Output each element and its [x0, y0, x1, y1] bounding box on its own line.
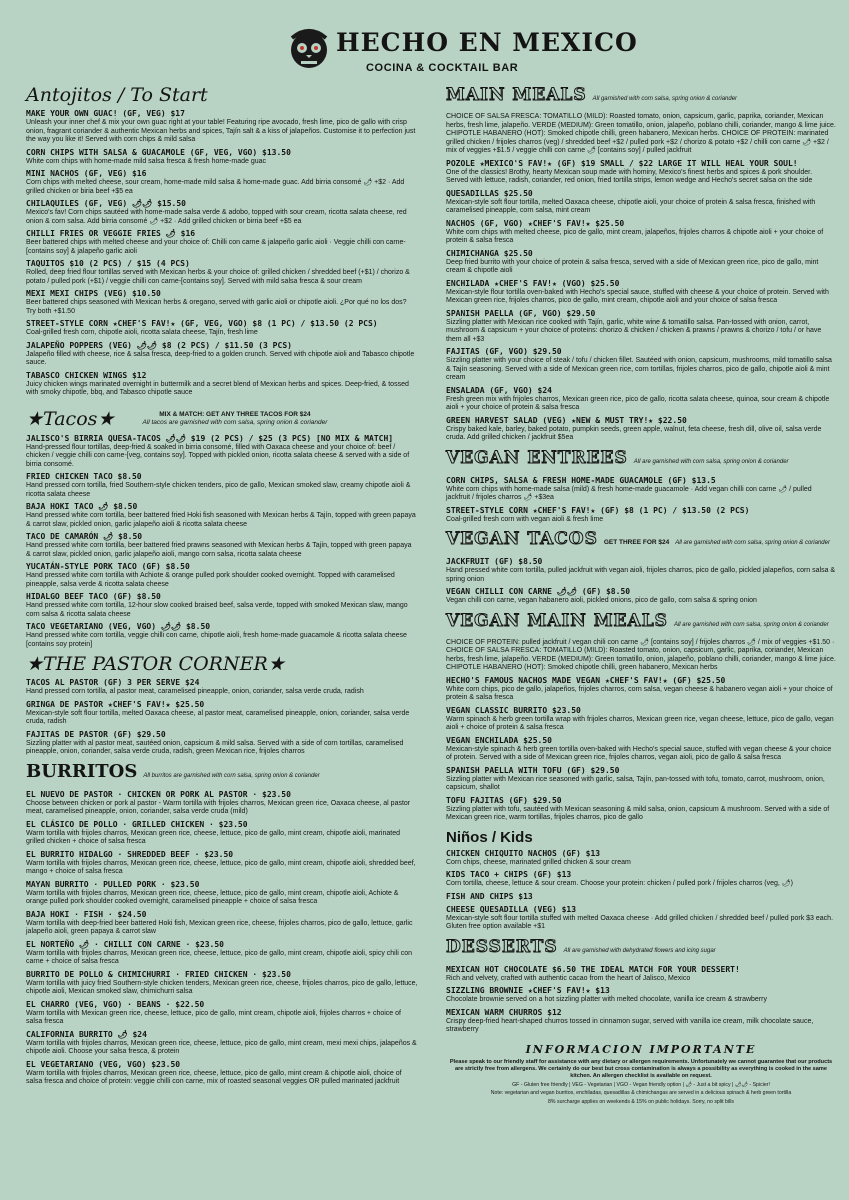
item-desc: Sizzling platter with al pastor meat, sautéed onion, capsicum & mild salsa. Served with a side of corn tortillas, caramelised pineapple, onion, coriander, salsa verde cruda, radish, green Mexican rice, frijoles charros — [26, 739, 404, 755]
section-title-vegan-entrees — [446, 447, 836, 473]
item-desc: Mexican-style soft flour tortilla stuffed with melted Oaxaca cheese · Add grilled chicken / shredded beef / pulled pork $3 each. Gluten free option available +$1 — [446, 914, 834, 930]
item-name: CALIFORNIA BURRITO 🌶 $24 — [26, 1029, 147, 1039]
item-desc: White corn chips with home-made mild salsa fresca & fresh home-made guac — [26, 157, 267, 165]
item-desc: Warm tortilla with juicy fried Southern-style chicken tenders, Mexican green rice, cheese, frijoles charros, pico de gallo, lettuce, chipotle aioli, Mexican smoked slaw, chimichurri salsa — [26, 979, 418, 995]
menu-item — [26, 109, 418, 145]
menu-item — [446, 476, 836, 503]
item-desc: Corn chips, cheese, marinated grilled chicken & sour cream — [446, 858, 631, 866]
item-desc: Hand pressed white corn tortilla, beer battered fried Hoki fish seasoned with Mexican herbs & Tajín, topped with green papaya & carrot slaw, pickled onion, garlic jalapeño aioli & ricotta salata cheese — [26, 512, 416, 528]
tacos-deal-note — [142, 411, 327, 427]
sugar-skull-icon — [282, 24, 336, 78]
item-desc: Fresh green mix with frijoles charros, Mexican green rice, pico de gallo, ricotta salata cheese, quinoa, sour cream & chipotle aioli + your choice of protein & salsa fresca — [446, 395, 830, 411]
item-name: SIZZLING BROWNIE ★CHEF'S FAV!★ $13 — [446, 986, 610, 995]
item-name: HECHO'S FAMOUS NACHOS MADE VEGAN ★CHEF'S FAV!★ (GF) $25.50 — [446, 675, 726, 685]
item-name: VEGAN ENCHILADA $25.50 — [446, 735, 552, 745]
menu-item — [26, 562, 418, 589]
tacos-garnish-note: All tacos are garnished with corn salsa, spring onion & coriander — [142, 418, 328, 426]
menu-item — [446, 965, 836, 984]
item-name: EL NUEVO DE PASTOR · CHICKEN OR PORK AL PASTOR · $23.50 — [26, 789, 291, 799]
menu-item — [446, 347, 836, 383]
desserts-note: All are garnished with dehydrated flowers and icing sugar — [563, 947, 716, 954]
item-name: STREET-STYLE CORN ★CHEF'S FAV!★ (GF) $8 (1 PC) / $13.50 (2 PCS) — [446, 505, 750, 515]
item-name: MAKE YOUR OWN GUAC! (GF, VEG) $17 — [26, 109, 185, 118]
item-name: GRINGA DE PASTOR ★CHEF'S FAV!★ $25.50 — [26, 699, 205, 709]
brand-name: HECHO EN MEXICO — [336, 28, 638, 57]
vegan-tacos-list — [446, 557, 836, 606]
item-desc: White corn chips with melted cheese, pico de gallo, mint cream, jalapeños, frijoles charros & chipotle aioli + your choice of protein & salsa fresca — [446, 228, 824, 244]
item-name: JACKFRUIT (GF) $8.50 — [446, 557, 543, 566]
menu-item — [26, 371, 418, 398]
item-desc: Sizzling platter with Mexican rice seasoned with garlic, salsa, Tajín, pan-tossed with tofu, tomato, carrot, mushroom, onion, capsicum, shallot — [446, 775, 825, 791]
vegan-entrees-list — [446, 476, 836, 525]
item-name: EL CLÁSICO DE POLLO · GRILLED CHICKEN · $23.50 — [26, 819, 248, 829]
menu-item — [446, 706, 836, 733]
menu-item — [26, 169, 418, 196]
item-name: VEGAN CLASSIC BURRITO $23.50 — [446, 705, 581, 715]
section-title-tacos: ★Tacos★ — [26, 407, 115, 430]
item-desc: Hand-pressed flour tortillas, deep-fried & soaked in birria consomé, filled with Oaxaca cheese and your choice of: beef / chicken / veggie chilli con carne-[veg, contains soy]. Topped with pickled onion, ricotta salata cheese & served with a side of birria consomé. — [26, 443, 410, 468]
menu-item — [446, 219, 836, 246]
menu-item — [26, 678, 418, 697]
item-desc: Warm tortilla with frijoles charros, Mexican green rice, cheese, lettuce, pico de gallo, mint cream & chipotle aioli, choice of salsa fresca and choice of protein: veggie chilli con carne, mix of roasted seasonal veggies OR pulled marinated jackfruit — [26, 1069, 402, 1085]
item-name: POZOLE ★MEXICO'S FAV!★ (GF) $19 SMALL / $22 LARGE IT WILL HEAL YOUR SOUL! — [446, 158, 798, 168]
menu-item — [26, 1030, 418, 1057]
section-title-kids: Niños / Kids — [446, 828, 533, 846]
menu-item — [26, 700, 418, 727]
item-name: MINI NACHOS (GF, VEG) $16 — [26, 169, 147, 178]
item-desc: Hand pressed white corn tortilla with Achiote & orange pulled pork shoulder cooked overnight. Topped with caramelised pineapple, salsa verde & ricotta salata cheese — [26, 572, 395, 588]
item-name: FRIED CHICKEN TACO $8.50 — [26, 472, 142, 481]
item-desc: Warm tortilla with frijoles charros, Mexican green rice, cheese, lettuce, pico de gallo, mint cream, chipotle aioli, shredded beef, mango + choice of salsa fresca — [26, 859, 416, 875]
item-desc: Warm tortilla with frijoles charros, Mexican green rice, cheese, lettuce, pico de gallo, mint cream, chipotle aioli, Achiote & orange pulled pork shoulder cooked overnight, caramelised pineapple + choice of salsa fresca — [26, 889, 399, 905]
item-desc: Coal-grilled fresh corn with vegan aioli & fresh lime — [446, 515, 604, 523]
item-desc: Hand pressed white corn tortilla, beer battered fried prawns seasoned with Mexican herbs & Tajín, topped with green papaya & carrot slaw, pickled onion, garlic jalapeño aioli, mango corn salsa, ricotta salata cheese — [26, 542, 412, 558]
menu-item — [446, 736, 836, 763]
menu-item — [26, 502, 418, 529]
menu-item — [26, 940, 418, 967]
menu-item — [446, 249, 836, 276]
item-name: BAJA HOKI · FISH · $24.50 — [26, 909, 147, 919]
menu-item — [26, 880, 418, 907]
vegan-entrees-title: VEGAN ENTREES — [446, 447, 628, 468]
item-desc: Choose between chicken or pork al pastor - Warm tortilla with frijoles charros, Mexican green rice, Oaxaca cheese, al pastor meat, caramelised pineapple, onion, coriander, salsa verde cruda (mild) — [26, 799, 411, 815]
surcharge-note: 8% surcharge applies on weekends & 15% on public holidays. Sorry, no split bills — [548, 1098, 734, 1105]
item-name: GREEN HARVEST SALAD (VEG) ★NEW & MUST TRY!★ $22.50 — [446, 415, 687, 425]
item-name: TACOS AL PASTOR (GF) 3 PER SERVE $24 — [26, 678, 200, 687]
tacos-list — [26, 434, 418, 650]
menu-item — [26, 592, 418, 619]
item-name: STREET-STYLE CORN ★CHEF'S FAV!★ (GF, VEG, VGO) $8 (1 PC) / $13.50 (2 PCS) — [26, 319, 378, 328]
item-name: EL BURRITO HIDALGO · SHREDDED BEEF · $23.50 — [26, 849, 234, 859]
item-desc: White corn chips, pico de gallo, jalapeños, frijoles charros, corn salsa, vegan cheese & habanero vegan aioli + your choice of protein & salsa fresca — [446, 685, 833, 701]
item-desc: Mexican-style soft flour tortilla, melted Oaxaca cheese, al pastor meat, caramelised pineapple, onion, coriander, salsa verde cruda, radish — [26, 709, 410, 725]
menu-item — [26, 910, 418, 937]
item-name: MEXICAN HOT CHOCOLATE $6.50 THE IDEAL MATCH FOR YOUR DESSERT! — [446, 964, 740, 974]
menu-item — [446, 159, 836, 186]
item-name: MAYAN BURRITO · PULLED PORK · $23.50 — [26, 879, 200, 889]
menu-item — [26, 970, 418, 997]
vegan-tacos-note: All are garnished with corn salsa, spring onion & coriander — [675, 540, 830, 546]
item-name: MEXI MEXI CHIPS (VEG) $10.50 — [26, 289, 161, 298]
menu-item — [26, 259, 418, 286]
menu-item — [446, 279, 836, 306]
item-name: HIDALGO BEEF TACO (GF) $8.50 — [26, 592, 161, 601]
menu-item — [446, 766, 836, 793]
item-desc: Warm tortilla with Mexican green rice, cheese, lettuce, pico de gallo, mint cream, chipotle aioli, frijoles charros + choice of salsa fresca — [26, 1009, 401, 1025]
burritos-note: All burritos are garnished with corn salsa, spring onion & coriander — [143, 772, 320, 779]
item-desc: Mexican-style soft flour tortilla, melted Oaxaca cheese, chipotle aioli, your choice of protein & salsa fresca, finished with caramelised pineapple, corn salsa, mint cream — [446, 198, 816, 214]
menu-item — [446, 189, 836, 216]
desserts-title: DESSERTS — [446, 936, 558, 957]
item-name: JALISCO'S BIRRIA QUESA-TACOS 🌶🌶 $19 (2 PCS) / $25 (3 PCS) [NO MIX & MATCH] — [26, 433, 394, 443]
right-column — [446, 80, 836, 1105]
item-desc: Hand pressed white corn tortilla, 12-hour slow cooked braised beef, salsa verde, topped with smoked Mexican slaw, mango corn salsa & ricotta salata cheese — [26, 602, 408, 618]
item-name: MEXICAN WARM CHURROS $12 — [446, 1007, 562, 1017]
item-name: TABASCO CHICKEN WINGS $12 — [26, 370, 147, 380]
item-name: FAJITAS (GF, VGO) $29.50 — [446, 347, 562, 356]
item-desc: One of the classics! Brothy, hearty Mexican soup made with hominy, Mexico's finest herbs and spices & pork shoulder. Served with lettuce, radish, coriander, red onion, fried tortilla strips, lemon wedge and Hecho's secret salsa on the side — [446, 168, 813, 184]
menu-item — [446, 506, 836, 525]
item-desc: Corn chips with melted cheese, sour cream, home-made mild salsa & home-made guac. Add birria consomé 🌶 +$2 · Add grilled chicken or biria beef +$5 ea — [26, 179, 405, 195]
item-name: QUESADILLAS $25.50 — [446, 188, 533, 198]
vegan-mains-title: VEGAN MAIN MEALS — [446, 610, 668, 631]
menu-item — [26, 1000, 418, 1027]
item-desc: Coal-grilled fresh corn, chipotle aioli, ricotta salata cheese, Tajín, fresh lime — [26, 329, 258, 336]
menu-item — [26, 850, 418, 877]
item-desc: Warm tortilla with deep-fried beer battered Hoki fish, Mexican green rice, cheese, frijoles charros, pico de gallo, lettuce, garlic jalapeño aioli, green papaya & carrot slaw — [26, 919, 413, 935]
item-name: NACHOS (GF, VGO) ★CHEF'S FAV!★ $25.50 — [446, 218, 625, 228]
burritos-list — [26, 790, 418, 1087]
main-meals-intro: CHOICE OF SALSA FRESCA: TOMATILLO (MILD): Roasted tomato, onion, capsicum, garlic, paprika, coriander, Mexican herbs, fresh lime, jalapeño. VERDE (MEDIUM): Green tomatillo, onion, jalapeño, poblano chilli, coriander, mango & lime juice. CHIPOTLE HABANERO (HOT): Smoked chipotle chilli, green habanero, Mexican herbs. CHOICE OF PROTEIN: marinated grilled chicken / frijoles charros (veg) / shredded beef +$2 / pulled pork +$2 / chorizo & potato +$2 / chilli con carne 🌶 +$2 / mix of veggies +$1.5 / veggie chilli con carne 🌶 [contains soy] / pulled jackfruit — [446, 113, 836, 154]
desserts-list — [446, 965, 836, 1035]
menu-item — [26, 434, 418, 470]
menu-item — [446, 849, 836, 868]
important-info — [446, 1043, 836, 1106]
menu-item — [446, 416, 836, 443]
menu-header — [0, 10, 849, 82]
left-column — [26, 80, 418, 1090]
menu-item — [446, 892, 836, 902]
menu-item — [26, 148, 418, 167]
item-desc: Jalapeño filled with cheese, rice & salsa fresca, deep-fried to a golden crunch. Served with chipotle aioli and Tabasco chipotle sauce. — [26, 350, 415, 366]
item-desc: Mexico's fav! Corn chips sautéed with home-made salsa verde & adobo, topped with sour cream, ricotta salata cheese, red onion & corn salsa. Add birria consomé 🌶 +$2 · Add grilled chicken or birria beef +$5 ea — [26, 209, 407, 225]
section-title-burritos — [26, 761, 418, 787]
item-name: ENSALADA (GF, VGO) $24 — [446, 385, 552, 395]
item-desc: Sizzling platter with your choice of steak / tofu / chicken fillet. Sautéed with onion, capsicum, mushrooms, mild tomatillo salsa & Tajín seasoning. Served with a side of Mexican green rice, corn tortillas, frijoles charros, pico de gallo, chipotle aioli & mint cream — [446, 357, 832, 381]
item-name: CHILLI FRIES OR VEGGIE FRIES 🌶 $16 — [26, 229, 196, 238]
item-desc: Warm tortilla with frijoles charros, Mexican green rice, cheese, lettuce, pico de gallo, mint cream, chipotle aioli, marinated grilled chicken + choice of salsa fresca — [26, 829, 401, 845]
menu-item — [446, 870, 836, 889]
vegan-mains-intro: CHOICE OF PROTEIN: pulled jackfruit / vegan chili con carne 🌶 [contains soy] / frijoles charros 🌶 / mix of veggies +$1.50 · CHOICE OF SALSA FRESCA: TOMATILLO (MILD): Roasted tomato, onion, capsicum, garlic, paprika, coriander, Mexican herbs, fresh lime, jalapeño. VERDE (MEDIUM): Green tomatillo, onion, jalapeño, poblano chilli, coriander, mango & lime juice. CHIPOTLE HABANERO (HOT): Smoked chipotle chilli, green habanero, Mexican herbs — [446, 638, 836, 671]
vegan-tacos-title: VEGAN TACOS — [446, 529, 598, 549]
item-name: EL CHARRO (VEG, VGO) · BEANS · $22.50 — [26, 999, 205, 1009]
menu-item — [26, 289, 418, 316]
item-name: KIDS TACO + CHIPS (GF) $13 — [446, 870, 572, 879]
section-title-to-start: Antojitos / To Start — [26, 84, 208, 106]
menu-item — [26, 820, 418, 847]
info-title: INFORMACION IMPORTANTE — [525, 1042, 757, 1056]
item-name: TAQUITOS $10 (2 PCS) / $15 (4 PCS) — [26, 259, 190, 268]
item-name: CHIMICHANGA $25.50 — [446, 248, 533, 258]
item-name: VEGAN CHILLI CON CARNE 🌶🌶 (GF) $8.50 — [446, 587, 631, 596]
menu-item — [446, 386, 836, 413]
item-name: SPANISH PAELLA WITH TOFU (GF) $29.50 — [446, 765, 620, 775]
item-desc: Warm tortilla with frijoles charros, Mexican green rice, cheese, lettuce, pico de gallo, mint cream, mexi mexi chips, jalapeños & chipotle aioli. Choose your salsa fresca, & protein — [26, 1039, 417, 1055]
section-title-main-meals — [446, 84, 836, 110]
item-name: SPANISH PAELLA (GF, VGO) $29.50 — [446, 308, 596, 318]
menu-item — [26, 199, 418, 226]
dietary-legend: GF - Gluten free friendly | VEG - Vegetarian | VGO - Vegan friendly option | 🌶 - Just a bit spicy | 🌶🌶 - Spicier! — [512, 1081, 770, 1088]
menu-item — [446, 1008, 836, 1035]
menu-item — [446, 986, 836, 1005]
menu-item — [446, 557, 836, 584]
tacos-deal: MIX & MATCH: GET ANY THREE TACOS FOR $24 — [159, 410, 311, 418]
item-name: TOFU FAJITAS (GF) $29.50 — [446, 795, 562, 805]
item-desc: Sizzling platter with tofu, sautéed with Mexican seasoning & mild salsa, onion, capsicum & mushroom. Served with a side of Mexican green rice, warm tortillas, frijoles charros, pico de gallo — [446, 805, 830, 821]
item-desc: Unleash your inner chef & mix your own guac right at your table! Featuring ripe avocado, fresh lime, pico de gallo with crisp onion, fragrant coriander & authentic Mexican herbs and spices, Tajín salt & a kiss of jalapeños. Customise it to perfection just the way you like it! Served with corn chips & mild salsa — [26, 119, 416, 143]
item-name: BURRITO DE POLLO & CHIMICHURRI · FRIED CHICKEN · $23.50 — [26, 969, 291, 979]
item-desc: Mexican-style flour tortilla oven-baked with Hecho's special sauce, stuffed with cheese & your choice of protein. Served with Mexican green rice, frijoles charros, pico de gallo, mint cream, chipotle aioli and your choice of salsa fresca — [446, 288, 829, 304]
item-desc: Crispy baked kale, barley, baked potato, pumpkin seeds, green apple, walnut, feta cheese, fresh dill, olive oil, salsa verde cruda. Add grilled chicken / jackfruit $5ea — [446, 425, 822, 441]
item-name: CHILAQUILES (GF, VEG) 🌶🌶 $15.50 — [26, 199, 186, 208]
item-desc: Crispy deep-fried heart-shaped churros tossed in cinnamon sugar, served with vanilla ice cream, milk chocolate sauce, strawberry — [446, 1017, 814, 1033]
menu-item — [446, 905, 836, 932]
item-name: CORN CHIPS WITH SALSA & GUACAMOLE (GF, VEG, VGO) $13.50 — [26, 147, 291, 157]
main-meals-title: MAIN MEALS — [446, 85, 587, 105]
item-name: FAJITAS DE PASTOR (GF) $29.50 — [26, 729, 166, 739]
item-desc: Rolled, deep fried flour tortillas served with Mexican herbs & your choice of: grilled chicken / shredded beef (+$1) / chorizo & potato / pulled pork (+$1) / veggie chilli con carne-[contains soy]. Served with mild salsa fresca & sour cream — [26, 269, 410, 285]
kids-list — [446, 849, 836, 932]
item-name: CORN CHIPS, SALSA & FRESH HOME-MADE GUACAMOLE (GF) $13.5 — [446, 475, 716, 485]
item-desc: Beer battered chips seasoned with Mexican herbs & oregano, served with garlic aioli or chipotle aioli. ¿Por qué no los dos? Try both +$1.50 — [26, 299, 407, 315]
item-desc: Rich and velvety, crafted with authentic cacao from the heart of Jalisco, Mexico — [446, 974, 691, 982]
item-desc: Hand pressed corn tortilla, al pastor meat, caramelised pineapple, onion, coriander, salsa verde cruda, radish — [26, 688, 364, 695]
to-start-list — [26, 109, 418, 398]
pastor-list — [26, 678, 418, 757]
vegan-entrees-note: All are garnished with corn salsa, spring onion & coriander — [633, 458, 789, 465]
item-desc: Mexican-style spinach & herb green tortilla oven-baked with Hecho's special sauce, stuffed with vegan cheese & your choice of protein. Served with a side of Mexican green rice, frijoles charros, vegan aioli, pico de gallo & salsa fresca — [446, 745, 832, 761]
section-title-pastor: ★THE PASTOR CORNER★ — [26, 653, 285, 675]
item-desc: Hand pressed white corn tortilla, veggie chilli con carne, chipotle aioli, fresh home-made guacamole & ricotta salata cheese [contains soy protein] — [26, 632, 407, 648]
vegan-mains-list — [446, 676, 836, 823]
item-name: BAJA HOKI TACO 🌶 $8.50 — [26, 502, 138, 511]
section-title-vegan-mains — [446, 610, 836, 636]
tacos-header — [26, 408, 418, 430]
item-desc: Chocolate brownie served on a hot sizzling platter with melted chocolate, vanilla ice cream & strawberry — [446, 996, 767, 1003]
vegan-tacos-deal: GET THREE FOR $24 — [603, 539, 670, 546]
item-desc: Hand pressed white corn tortilla, pulled jackfruit with vegan aioli, frijoles charros, pico de gallo, pickled jalapeños, corn salsa & spring onion — [446, 567, 836, 583]
menu-item — [26, 532, 418, 559]
menu-item — [26, 229, 418, 256]
item-name: FISH AND CHIPS $13 — [446, 891, 533, 901]
menu-item — [446, 587, 836, 606]
item-name: JALAPEÑO POPPERS (VEG) 🌶🌶 $8 (2 PCS) / $11.50 (3 PCS) — [26, 340, 292, 350]
section-title-desserts — [446, 936, 836, 962]
item-desc: Warm spinach & herb green tortilla wrap with frijoles charros, Mexican green rice, vegan cheese, lettuce, pico de gallo, vegan aioli + choice of protein & salsa fresca — [446, 715, 834, 731]
menu-item — [26, 472, 418, 499]
menu-item — [26, 1060, 418, 1087]
item-desc: Vegan chilli con carne, vegan habanero aioli, pickled onions, pico de gallo, corn salsa & spring onion — [446, 597, 757, 604]
section-title-vegan-tacos — [446, 528, 836, 554]
brand-subtitle: COCINA & COCKTAIL BAR — [366, 62, 519, 74]
menu-item — [26, 341, 418, 368]
item-desc: Warm tortilla with frijoles charros, Mexican green rice, cheese, lettuce, pico de gallo, mint cream, chipotle aioli, spicy chili con carne + choice of salsa fresca — [26, 949, 413, 965]
item-desc: White corn chips with home-made salsa (mild) & fresh home-made guacamole · Add vegan chilli con carne 🌶 / pulled jackfruit / frijoles charros 🌶 +$3ea — [446, 485, 812, 501]
item-desc: Corn tortilla, cheese, lettuce & sour cream. Choose your protein: chicken / pulled pork / frijoles charros (veg, 🌶) — [446, 880, 793, 887]
tortilla-note: Note: vegetarian and vegan burritos, enchiladas, quesadillas & chimichangas are served in a delicious spinach & herb green tortilla — [490, 1090, 792, 1097]
menu-item — [446, 796, 836, 823]
vegan-mains-note: All are garnished with corn salsa, spring onion & coriander — [673, 621, 829, 628]
menu-item — [446, 309, 836, 345]
main-meals-list — [446, 159, 836, 443]
burritos-title: BURRITOS — [26, 760, 138, 782]
item-desc: Hand pressed corn tortilla, fried Southern-style chicken tenders, pico de gallo, Mexican smoked slaw, creamy chipotle aioli & ricotta salata cheese — [26, 482, 411, 498]
menu-item — [446, 676, 836, 703]
item-name: CHICKEN CHIQUITO NACHOS (GF) $13 — [446, 848, 601, 858]
menu-item — [26, 319, 418, 338]
item-desc: Beer battered chips with melted cheese and your choice of: Chilli con carne & jalapeño garlic aioli · Veggie chilli con carne-[contains soy] & jalapeño garlic aioli — [26, 239, 406, 255]
item-name: EL NORTEÑO 🌶 · CHILLI CON CARNE · $23.50 — [26, 939, 224, 949]
menu-item — [26, 622, 418, 649]
item-desc: Sizzling platter with Mexican rice cooked with Tajín, garlic, white wine & tomatillo salsa. Pan-tossed with onion, carrot, mushroom & capsicum + your choice of proteins: chorizo & chicken / chicken & prawns / prawns & chorizo / tofu / or have them all +$3 — [446, 318, 822, 343]
item-name: EL VEGETARIANO (VEG, VGO) $23.50 — [26, 1059, 181, 1069]
item-name: TACO DE CAMARÓN 🌶 $8.50 — [26, 532, 143, 541]
item-name: CHEESE QUESADILLA (VEG) $13 — [446, 904, 577, 914]
info-body: Please speak to our friendly staff for assistance with any dietary or allergen requirements. Unfortunately we cannot guarantee that our products are strictly free from allergens. We certainly do our best but cross contamination is always a possibility as everything is cooked in the same kitchen. An allergen checklist is available on request. — [449, 1058, 833, 1079]
item-name: ENCHILADA ★CHEF'S FAV!★ (VGO) $25.50 — [446, 278, 620, 288]
menu-item — [26, 730, 418, 757]
item-desc: Juicy chicken wings marinated overnight in buttermilk and a secret blend of Mexican herbs and spices. Deep-fried, & tossed with smoky chipotle, bbq, and Tabasco chipotle sauce — [26, 380, 409, 396]
menu-item — [26, 790, 418, 817]
item-name: YUCATÁN-STYLE PORK TACO (GF) $8.50 — [26, 562, 190, 571]
item-desc: Deep fried burrito with your choice of protein & salsa fresca, served with a side of Mexican green rice, pico de gallo, mint cream & chipotle aioli — [446, 258, 819, 274]
main-meals-note: All garnished with corn salsa, spring onion & coriander — [592, 96, 738, 102]
item-name: TACO VEGETARIANO (VEG, VGO) 🌶🌶 $8.50 — [26, 622, 211, 631]
